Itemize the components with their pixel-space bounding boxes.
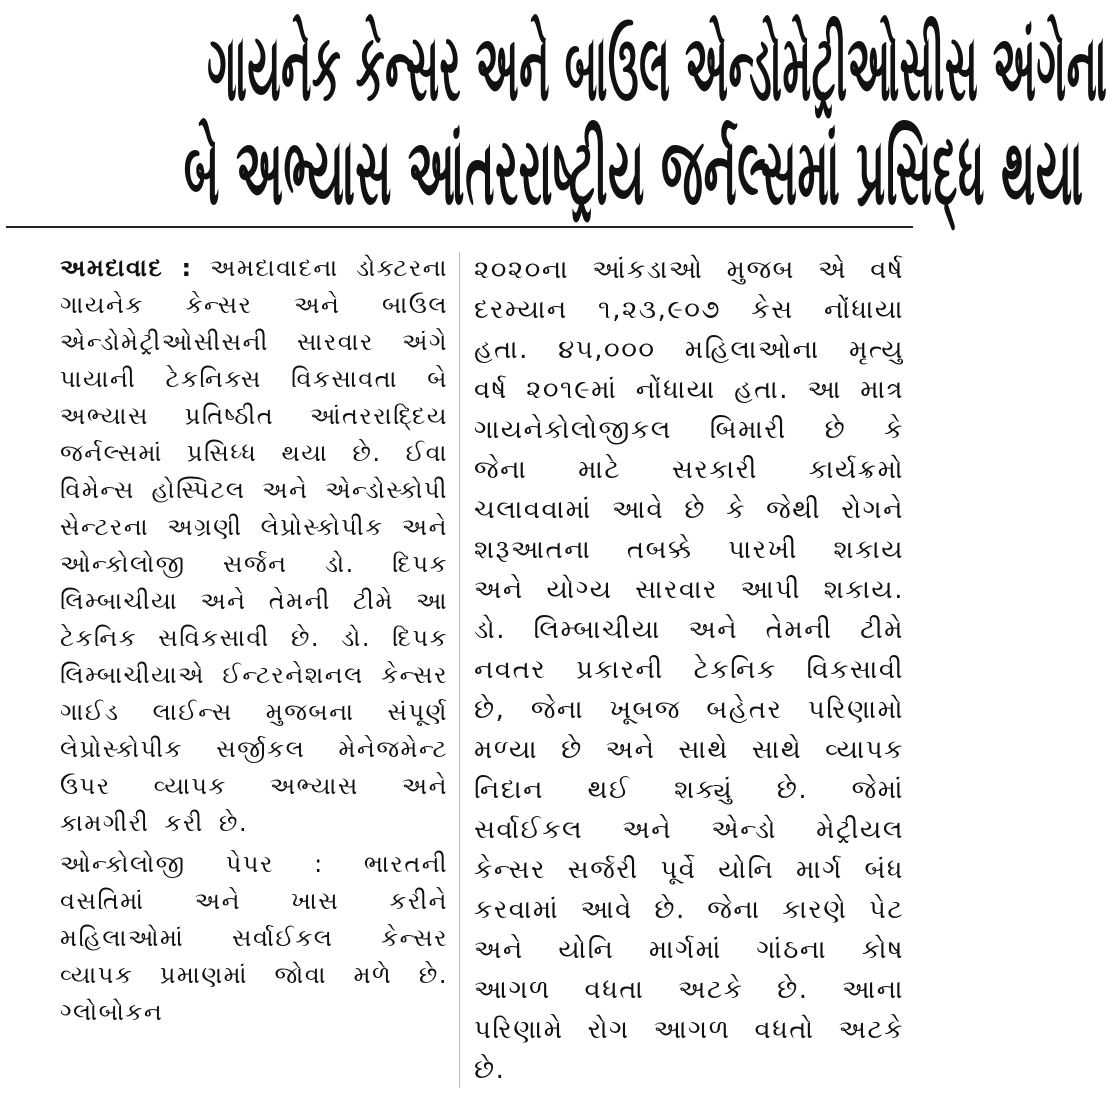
column-divider <box>459 252 460 1088</box>
headline-line-1: ગાયનેક કેન્સર અને બાઉલ એન્ડોમેટ્રીઓસીસ અંગેના <box>207 14 1107 122</box>
paragraph-intro <box>18 250 448 842</box>
article-column-left <box>18 250 448 1031</box>
article-column-right <box>474 250 904 1090</box>
dateline: અમદાવાદ : <box>60 254 193 282</box>
paragraph-oncology: ઓન્કોલોજી પેપર : ભારતની વસતિમાં અને ખાસ કરીને મહિલાઓમાં સર્વાઈકલ કેન્સર વ્યાપક પ્રમાણમાં જોવા મળે છે. ગ્લોબોકન <box>60 850 448 1026</box>
headline-line-2: બે અભ્યાસ આંતરરાષ્ટ્રીય જર્નલ્સમાં પ્રસિદ્ધ થયા <box>183 118 1084 226</box>
headline-rule <box>6 226 913 228</box>
paragraph-continuation: ૨૦૨૦ના આંકડાઓ મુજબ એ વર્ષ દરમ્યાન ૧,૨૩,૯૦૭ કેસ નોંધાયા હતા. ૪૫,૦૦૦ મહિલાઓના મૃત્યુ વર્ષ ૨૦૧૯માં નોંધાયા હતા. આ માત્ર ગાયનેકોલોજીકલ બિમારી છે કે જેના માટે સરકારી કાર્યક્રમો ચલાવવામાં આવે છે કે જેથી રોગને શરૂઆતના તબક્કે પારખી શકાય અને યોગ્ય સારવાર આપી શકાય. ડો. લિમ્બાચીયા અને તેમની ટીમે નવતર પ્રકારની ટેકનિક વિકસાવી છે, જેના ખૂબજ બહેતર પરિણામો મળ્યા છે અને સાથે સાથે વ્યાપક નિદાન થઈ શક્યું છે. જેમાં સર્વાઈકલ અને એન્ડો મેટ્રીયલ કેન્સર સર્જરી પૂર્વે યોનિ માર્ગ બંધ કરવામાં આવે છે. જેના કારણે પેટ અને યોનિ માર્ગમાં ગાંઠના કોષ આગળ વધતા અટકે છે. આના પરિણામે રોગ આગળ વધતો અટકે છે. <box>474 255 904 1085</box>
paragraph-intro-text: અમદાવાદના ડોક્ટરના ગાયનેક કેન્સર અને બાઉલ એન્ડોમેટ્રીઓસીસની સારવાર અંગે પાયાની ટેકનિક્સ વિકસાવતા બે અભ્યાસ પ્રતિષ્ઠીત આંતરરાદ્દિય જર્નલ્સમાં પ્રસિધ્ધ થયા છે. ઈવા વિમેન્સ હોસ્પિટલ અને એન્ડોસ્કોપી સેન્ટરના અગ્રણી લેપ્રોસ્કોપીક અને ઓન્કોલોજી સર્જન ડો. દિપક લિમ્બાચીયા અને તેમની ટીમે આ ટેકનિક સવિકસાવી છે. ડો. દિપક લિમ્બાચીયાએ ઈન્ટરનેશનલ કેન્સર ગાઈડ લાઈન્સ મુજબના સંપૂર્ણ લેપ્રોસ્કોપીક સર્જીકલ મેનેજમેન્ટ ઉપર વ્યાપક અભ્યાસ અને કામગીરી કરી છે. <box>60 254 448 837</box>
